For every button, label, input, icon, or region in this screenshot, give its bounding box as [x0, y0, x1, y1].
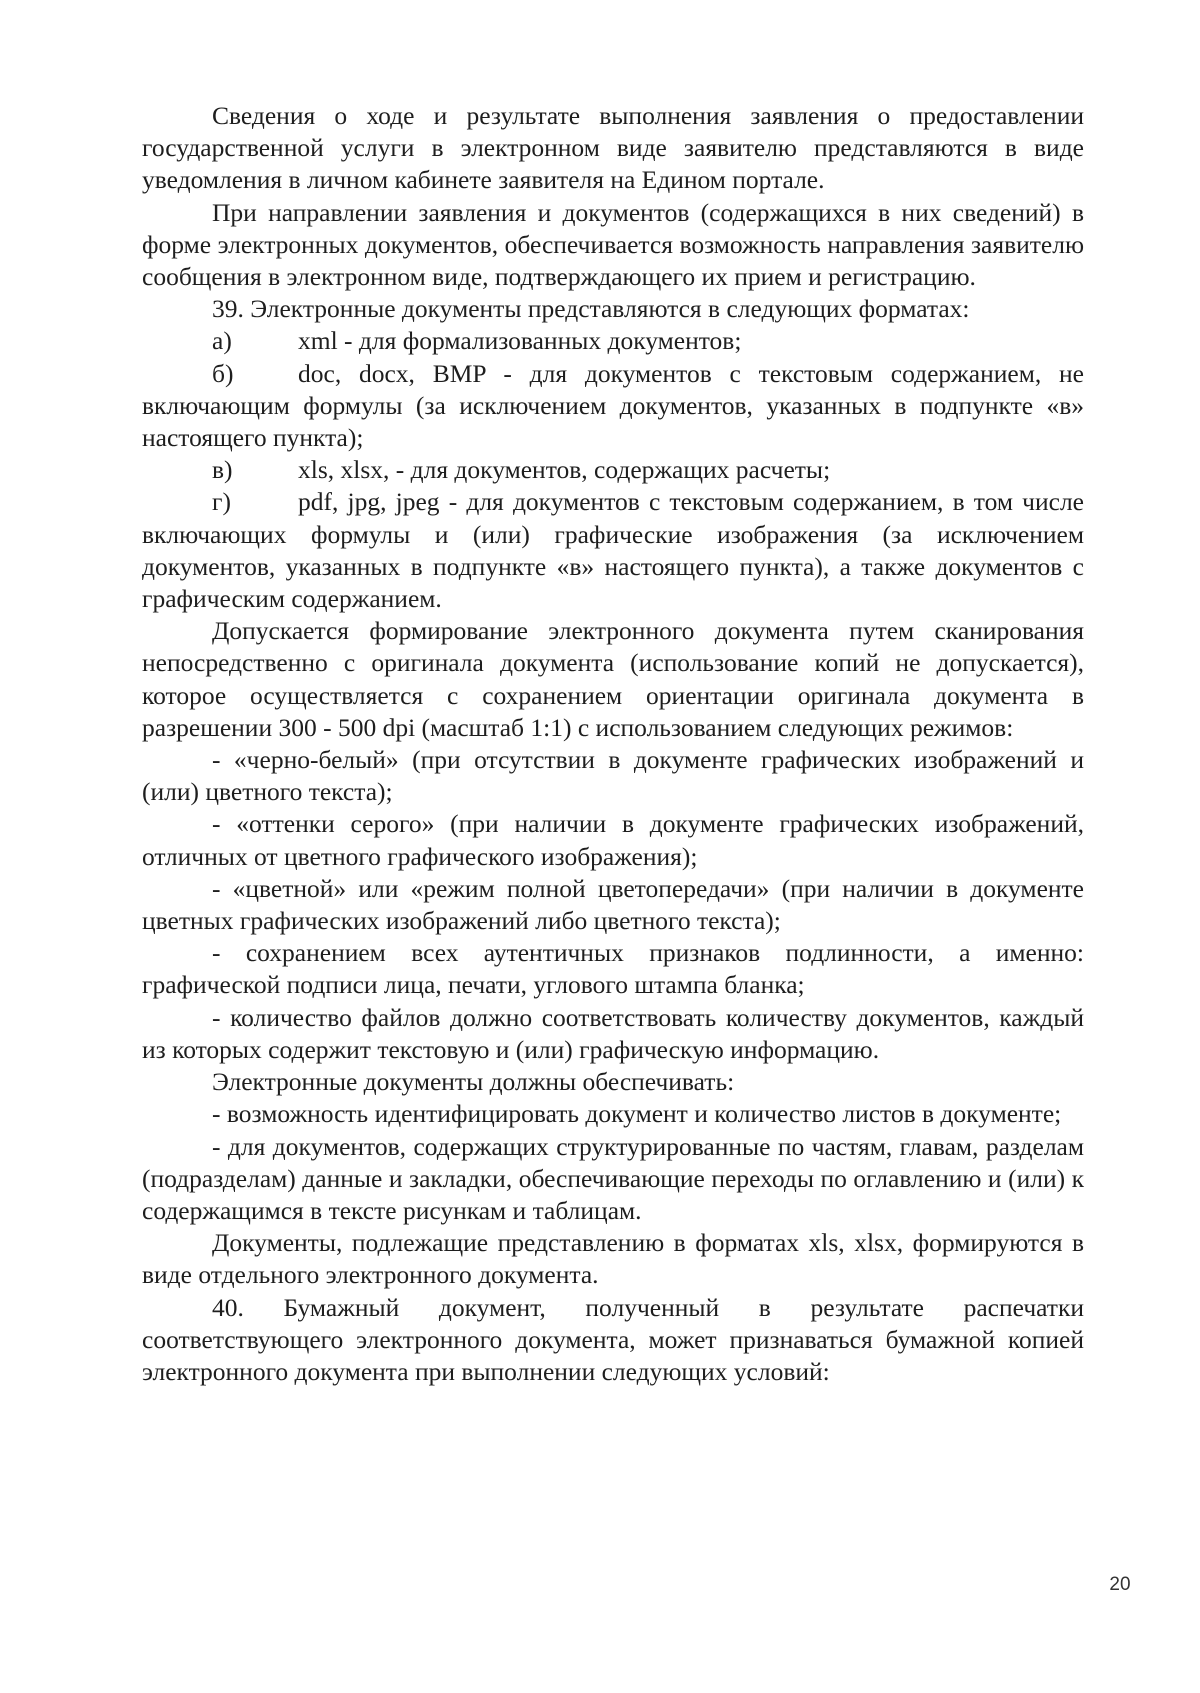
scan-mode-file-count: - количество файлов должно соответствовать количеству документов, каждый из которых содержит текстовую и (или) графическую информацию.	[142, 1002, 1084, 1064]
requirement-structure: - для документов, содержащих структурированные по частям, главам, разделам (подразделам) данные и закладки, обеспечивающие переходы по оглавлению и (или) к содержащимся в тексте рисункам и таблицам.	[142, 1131, 1084, 1225]
document-body	[142, 100, 1084, 1388]
format-item-text: pdf, jpg, jpeg - для документов с текстовым содержанием, в том числе включающих формулы и (или) графические изображения (за исключением документов, указанных в подпункте «в» настоящего пункта), а также документов с графическим содержанием.	[142, 487, 1084, 614]
format-item-text: xls, xlsx, - для документов, содержащих расчеты;	[298, 455, 831, 485]
paragraph-scan-intro: Допускается формирование электронного документа путем сканирования непосредственно с оригинала документа (использование копий не допускается), которое осуществляется с сохранением ориентации оригинала документа в разрешении 300 - 500 dpi (масштаб 1:1) с использованием следующих режимов:	[142, 616, 1084, 742]
paragraph-formats-intro: 39. Электронные документы представляются в следующих форматах:	[212, 294, 970, 324]
format-item-text: xml - для формализованных документов;	[298, 326, 742, 356]
scan-mode-black-white: - «черно-белый» (при отсутствии в документе графических изображений и (или) цветного текста);	[142, 745, 1084, 807]
format-item-text: doc, docx, BMP - для документов с текстовым содержанием, не включающим формулы (за исключением документов, указанных в подпункте «в» настоящего пункта);	[142, 358, 1084, 453]
scan-mode-color: - «цветной» или «режим полной цветопередачи» (при наличии в документе цветных графических изображений либо цветного текста);	[142, 873, 1084, 936]
format-item-marker: а)	[212, 326, 232, 356]
format-item-marker: в)	[212, 455, 233, 485]
paragraph-paper-copy: 40. Бумажный документ, полученный в результате распечатки соответствующего электронного документа, может признаваться бумажной копией электронного документа при выполнении следующих условий:	[142, 1292, 1084, 1386]
paragraph-receipt-confirmation: При направлении заявления и документов (содержащихся в них сведений) в форме электронных документов, обеспечивается возможность направления заявителю сообщения в электронном виде, подтверждающего их прием и регистрацию.	[142, 197, 1084, 292]
format-item-g	[142, 486, 1084, 615]
format-item-v	[142, 454, 1084, 486]
scan-mode-authenticity: - сохранением всех аутентичных признаков подлинности, а именно: графической подписи лица, печати, углового штампа бланка;	[142, 938, 1084, 1000]
requirement-identify: - возможность идентифицировать документ и количество листов в документе;	[212, 1099, 1062, 1129]
paragraph-requirements-intro: Электронные документы должны обеспечивать:	[212, 1067, 735, 1097]
format-item-marker: б)	[212, 358, 234, 388]
format-item-a	[142, 325, 1084, 357]
format-item-b	[142, 358, 1084, 455]
page-number: 20	[1109, 1574, 1131, 1595]
scan-mode-grayscale: - «оттенки серого» (при наличии в документе графических изображений, отличных от цветного графического изображения);	[142, 809, 1084, 871]
paragraph-notification: Сведения о ходе и результате выполнения заявления о предоставлении государственной услуги в электронном виде заявителю представляются в виде уведомления в личном кабинете заявителя на Едином портале.	[142, 101, 1084, 195]
format-item-marker: г)	[212, 487, 231, 517]
paragraph-xls-note: Документы, подлежащие представлению в форматах xls, xlsx, формируются в виде отдельного электронного документа.	[142, 1228, 1084, 1290]
